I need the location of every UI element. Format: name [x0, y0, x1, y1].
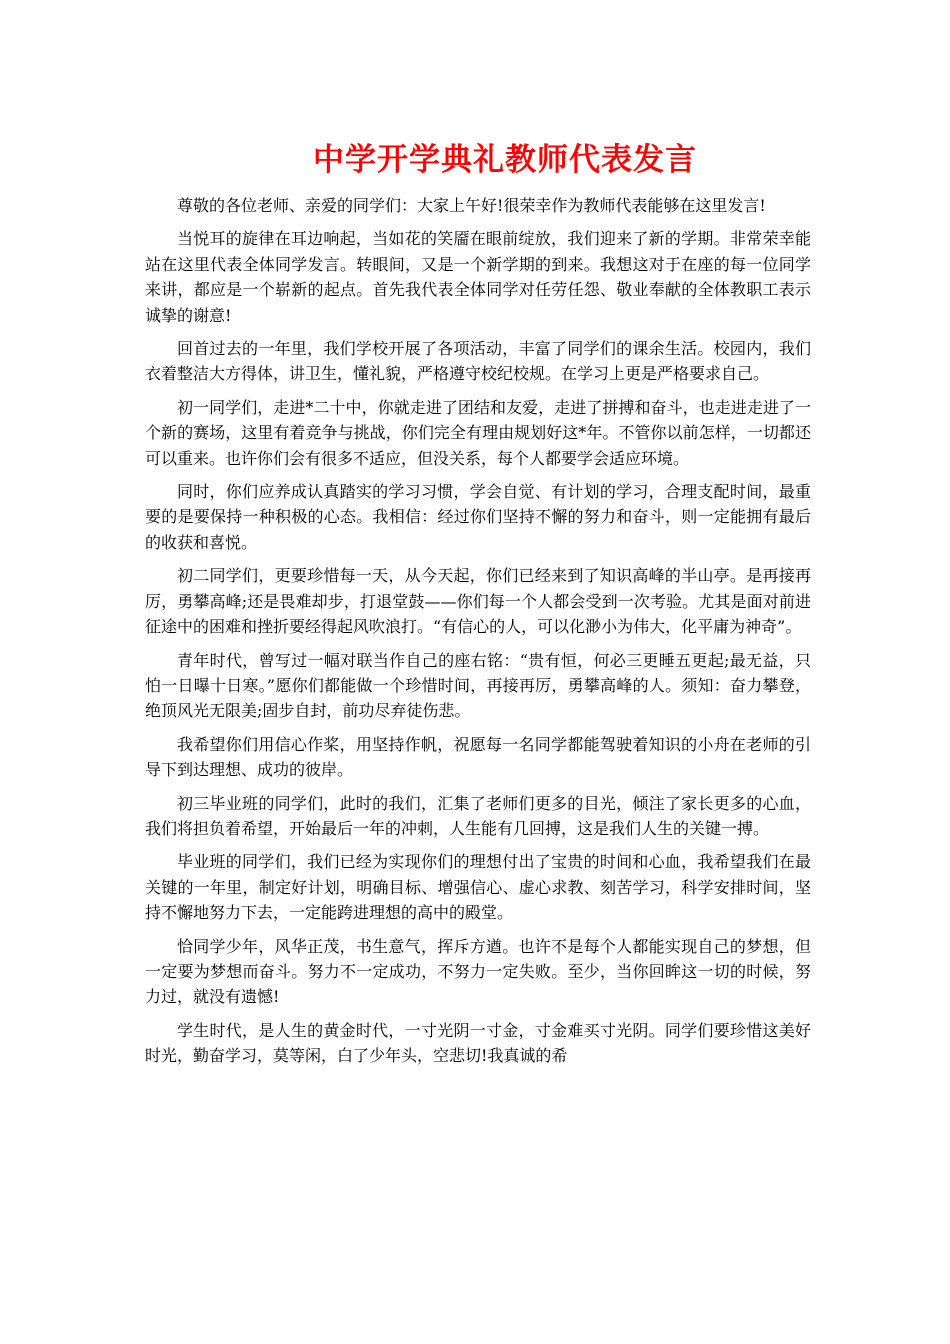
paragraph: 恰同学少年，风华正茂，书生意气，挥斥方遒。也许不是每个人都能实现自己的梦想，但一定要为梦想而奋斗。努力不一定成功，不努力一定失败。至少，当你回眸这一切的时候，努力过，就没有遗憾! [145, 936, 811, 1007]
paragraph: 初三毕业班的同学们，此时的我们，汇集了老师们更多的目光，倾注了家长更多的心血，我们将担负着希望，开始最后一年的冲刺，人生能有几回搏，这是我们人生的关键一搏。 [145, 793, 811, 838]
paragraph-truncated: 学生时代，是人生的黄金时代，一寸光阴一寸金，寸金难买寸光阴。同学们要珍惜这美好时光，勤奋学习，莫等闲，白了少年头，空悲切!我真诚的希 [145, 1020, 811, 1066]
document-body [145, 193, 811, 1077]
paragraph: 回首过去的一年里，我们学校开展了各项活动，丰富了同学们的课余生活。校园内，我们衣着整洁大方得体，讲卫生，懂礼貌，严格遵守校纪校规。在学习上更是严格要求自己。 [145, 339, 811, 384]
paragraph: 初二同学们，更要珍惜每一天，从今天起，你们已经来到了知识高峰的半山亭。是再接再厉，勇攀高峰;还是畏难却步，打退堂鼓——你们每一个人都会受到一次考验。尤其是面对前进征途中的困难和挫折要经得起风吹浪打。“有信心的人，可以化渺小为伟大，化平庸为神奇”。 [145, 566, 811, 637]
paragraph: 当悦耳的旋律在耳边响起，当如花的笑靥在眼前绽放，我们迎来了新的学期。非常荣幸能站在这里代表全体同学发言。转眼间，又是一个新学期的到来。我想这对于在座的每一位同学来讲，都应是一个崭新的起点。首先我代表全体同学对任劳任怨、敬业奉献的全体教职工表示诚挚的谢意! [145, 229, 811, 325]
paragraph-greeting: 尊敬的各位老师、亲爱的同学们：大家上午好!很荣幸作为教师代表能够在这里发言! [177, 196, 766, 215]
paragraph: 毕业班的同学们，我们已经为实现你们的理想付出了宝贵的时间和心血，我希望我们在最关键的一年里，制定好计划，明确目标、增强信心、虚心求教、刻苦学习，科学安排时间，坚持不懈地努力下去，一定能跨进理想的高中的殿堂。 [145, 852, 811, 923]
paragraph: 同时，你们应养成认真踏实的学习习惯，学会自觉、有计划的学习，合理支配时间，最重要的是要保持一种积极的心态。我相信：经过你们坚持不懈的努力和奋斗，则一定能拥有最后的收获和喜悦。 [145, 482, 811, 552]
paragraph: 初一同学们，走进*二十中，你就走进了团结和友爱，走进了拼搏和奋斗，也走进走进了一个新的赛场，这里有着竞争与挑战，你们完全有理由规划好这*年。不管你以前怎样，一切都还可以重来。也许你们会有很多不适应，但没关系，每个人都要学会适应环境。 [145, 397, 811, 468]
document-title: 中学开学典礼教师代表发言 [313, 142, 697, 178]
paragraph: 青年时代，曾写过一幅对联当作自己的座右铭：“贵有恒，何必三更睡五更起;最无益，只怕一日曝十日寒。”愿你们都能做一个珍惜时间，再接再厉，勇攀高峰的人。须知：奋力攀登，绝顶风光无限美;固步自封，前功尽弃徒伤悲。 [145, 650, 811, 721]
paragraph: 我希望你们用信心作桨，用坚持作帆，祝愿每一名同学都能驾驶着知识的小舟在老师的引导下到达理想、成功的彼岸。 [145, 734, 811, 780]
